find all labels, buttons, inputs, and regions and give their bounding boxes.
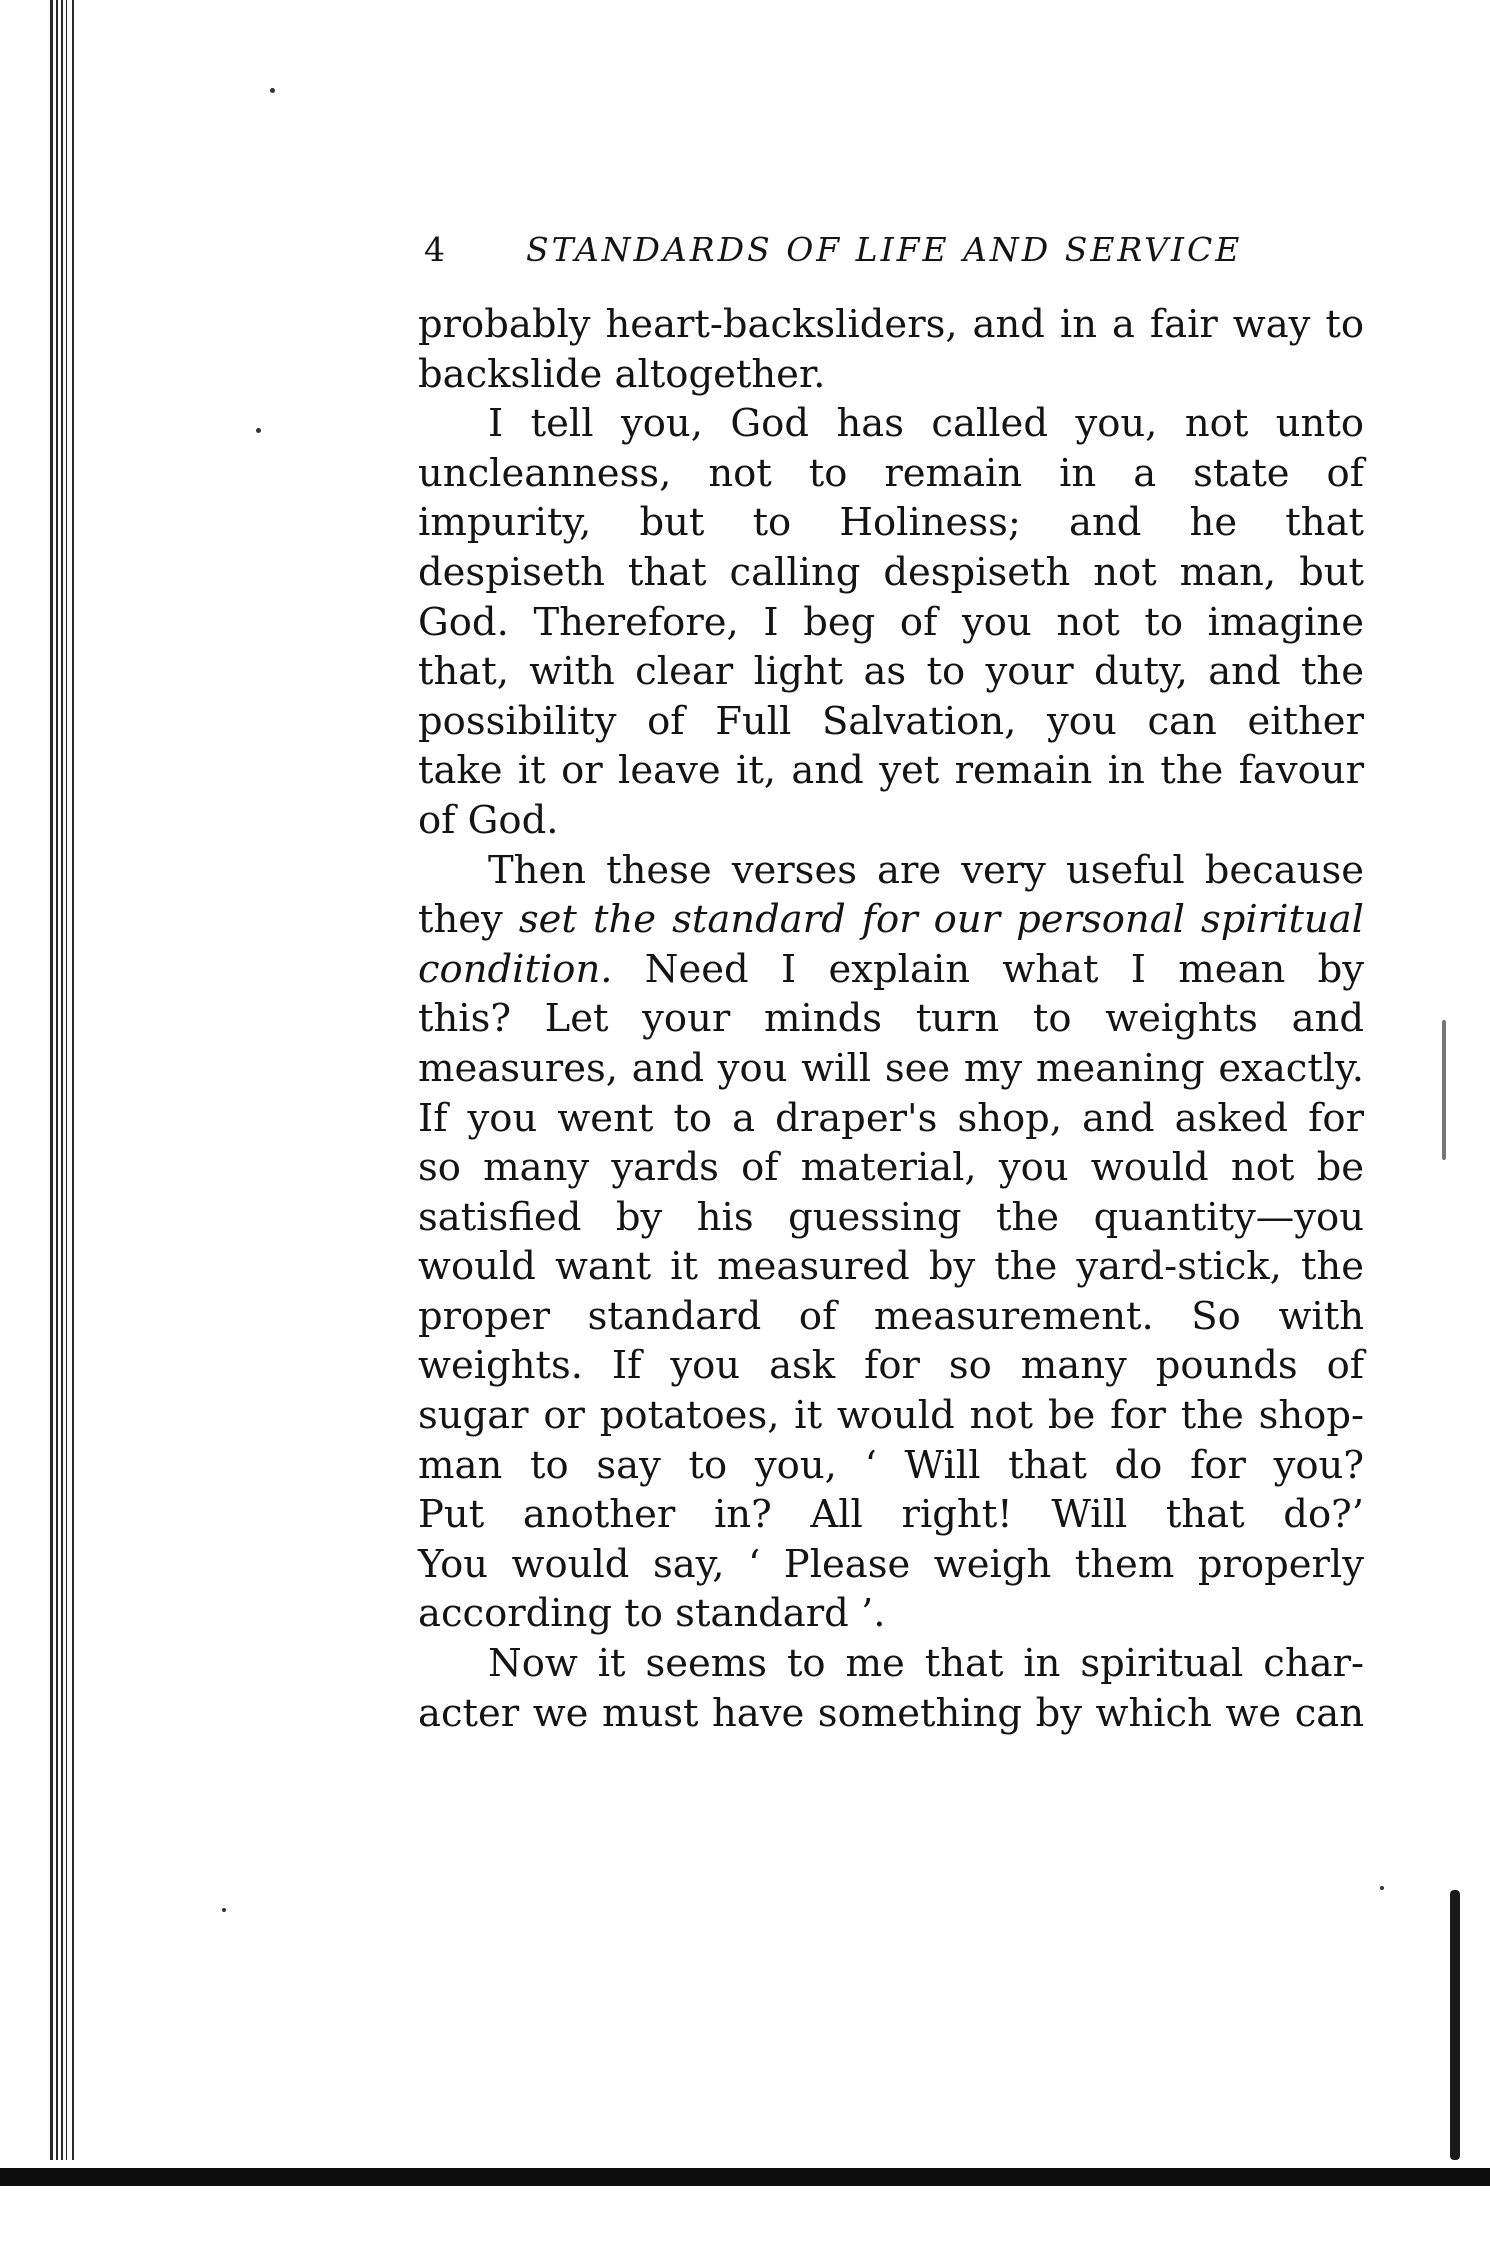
text-line: sugar or potatoes, it would not be for the shop- <box>418 1393 1364 1439</box>
text-line: take it or leave it, and yet remain in the favour <box>418 748 1364 794</box>
print-speck <box>270 88 275 93</box>
print-speck <box>1380 1886 1384 1890</box>
text-line: probably heart-backsliders, and in a fair way to <box>418 302 1364 347</box>
text-line: You would say, ‘ Please weigh them properly <box>418 1541 1364 1587</box>
print-speck <box>256 428 261 433</box>
bottom-scan-band <box>0 2168 1490 2186</box>
text-line: Then these verses are very useful because <box>488 847 1364 893</box>
italic-phrase: set the standard for our personal spiritual <box>518 897 1364 943</box>
italic-phrase: condition. <box>418 946 613 992</box>
text-line: impurity, but to Holiness; and he that <box>418 500 1364 546</box>
text-line: that, with clear light as to your duty, and the <box>418 649 1364 695</box>
paragraph-1 <box>418 300 1364 399</box>
paragraph-2 <box>418 399 1364 845</box>
text-line: Now it seems to me that in spiritual char- <box>488 1641 1364 1687</box>
text-line: according to standard ’. <box>418 1591 886 1637</box>
text-line: would want it measured by the yard-stick, the <box>418 1244 1364 1290</box>
text-line: possibility of Full Salvation, you can either <box>418 698 1364 744</box>
text-line <box>418 895 1364 945</box>
text-line: God. Therefore, I beg of you not to imagine <box>418 599 1364 645</box>
text-line <box>418 945 1364 995</box>
text-line: weights. If you ask for so many pounds of <box>418 1343 1364 1389</box>
binding-gutter-lines <box>50 0 90 2160</box>
text-line: acter we must have something by which we can <box>418 1690 1364 1736</box>
text-line: backslide altogether. <box>418 351 826 397</box>
text-line: this? Let your minds turn to weights and <box>418 996 1364 1042</box>
text-line: man to say to you, ‘ Will that do for you? <box>418 1442 1364 1488</box>
text-line: satisfied by his guessing the quantity—you <box>418 1194 1364 1240</box>
text-line: Put another in? All right! Will that do?’ <box>418 1492 1364 1538</box>
text-fragment: Need I explain what I mean by <box>644 946 1364 992</box>
running-title: STANDARDS OF LIFE AND SERVICE <box>526 230 1243 269</box>
text-line: I tell you, God has called you, not unto <box>488 401 1364 447</box>
paragraph-3 <box>418 846 1364 1640</box>
text-line: If you went to a draper's shop, and asked for <box>418 1095 1364 1141</box>
page-header <box>424 230 1360 270</box>
text-line: of God. <box>418 797 559 843</box>
right-margin-mark <box>1442 1020 1446 1160</box>
text-line: uncleanness, not to remain in a state of <box>418 450 1364 496</box>
text-line: measures, and you will see my meaning exactly. <box>418 1045 1364 1091</box>
body-text <box>418 300 1364 1738</box>
text-line: proper standard of measurement. So with <box>418 1293 1364 1339</box>
print-speck <box>222 1908 226 1912</box>
text-fragment: they <box>418 897 503 943</box>
text-line: so many yards of material, you would not be <box>418 1145 1364 1191</box>
text-line: despiseth that calling despiseth not man, but <box>418 549 1364 595</box>
page-number: 4 <box>424 230 445 269</box>
right-margin-mark <box>1450 1890 1460 2160</box>
paragraph-4 <box>418 1639 1364 1738</box>
